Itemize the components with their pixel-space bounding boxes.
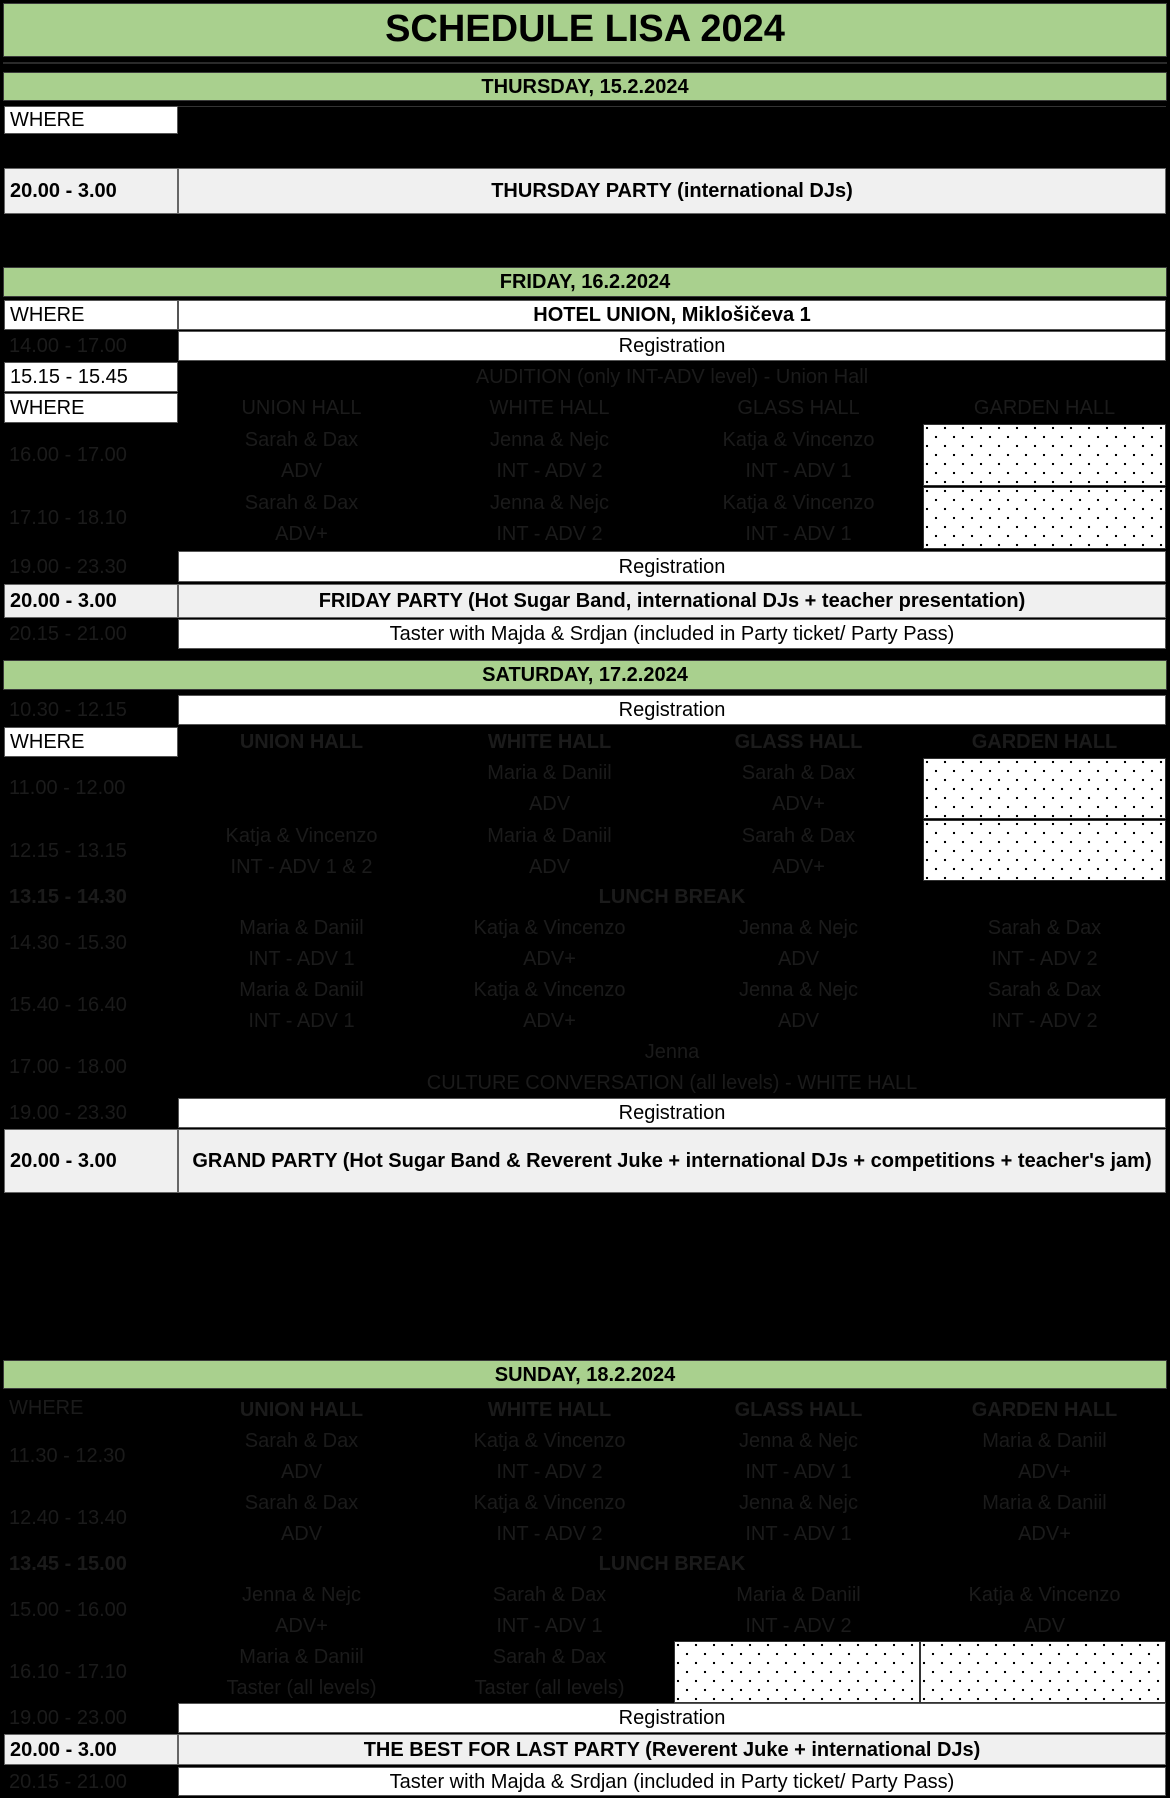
class-cell [674, 1579, 923, 1641]
empty-slot [923, 820, 1166, 881]
level: Taster (all levels) [474, 1676, 625, 1699]
time-cell: 10.30 - 12.15 [9, 699, 127, 721]
time-cell: 19.00 - 23.30 [9, 555, 127, 578]
class-cell [425, 424, 674, 486]
event: CULTURE CONVERSATION (all levels) - WHITE HALL [426, 1071, 918, 1094]
level: ADV+ [275, 1614, 328, 1637]
level: ADV [280, 1460, 323, 1483]
page-title: SCHEDULE LISA 2024 [3, 3, 1167, 57]
teacher: Jenna [644, 1040, 700, 1063]
level: INT - ADV 2 [745, 1614, 852, 1637]
teachers: Sarah & Dax [741, 761, 856, 784]
class-cell [178, 424, 425, 486]
class-cell [178, 487, 425, 549]
level: ADV [777, 1009, 820, 1032]
teachers: Katja & Vincenzo [722, 428, 875, 451]
where-label: WHERE [4, 393, 178, 423]
registration: Registration [178, 695, 1166, 725]
teachers: Sarah & Dax [987, 916, 1102, 939]
level: ADV [528, 855, 571, 878]
level: INT - ADV 1 [248, 1009, 355, 1032]
level: INT - ADV 2 [991, 1009, 1098, 1032]
level: INT - ADV 1 [745, 459, 852, 482]
lunch-break: LUNCH BREAK [598, 1553, 746, 1575]
time-cell: 20.00 - 3.00 [4, 584, 178, 618]
venue: HOTEL UNION, Miklošičeva 1 [178, 300, 1166, 330]
class-cell [178, 1641, 425, 1703]
class-cell [425, 1425, 674, 1487]
day-header-friday: FRIDAY, 16.2.2024 [3, 267, 1167, 297]
time-cell: 20.15 - 21.00 [9, 1770, 127, 1793]
teachers: Maria & Daniil [487, 824, 612, 847]
level: ADV+ [772, 792, 825, 815]
teachers: Jenna & Nejc [242, 1583, 361, 1606]
hall-header: GLASS HALL [734, 1399, 863, 1421]
level: ADV [777, 947, 820, 970]
class-cell [178, 974, 425, 1036]
teachers: Katja & Vincenzo [473, 916, 626, 939]
class-cell [674, 820, 923, 882]
class-cell [674, 974, 923, 1036]
teachers: Jenna & Nejc [739, 1429, 858, 1452]
registration: Registration [178, 1703, 1166, 1733]
teachers: Katja & Vincenzo [473, 1491, 626, 1514]
level: ADV+ [1018, 1460, 1071, 1483]
hall-header: GLASS HALL [734, 731, 863, 753]
class-cell [674, 424, 923, 486]
teachers: Katja & Vincenzo [968, 1583, 1121, 1606]
empty-slot [674, 1641, 920, 1703]
hall-header: UNION HALL [239, 731, 364, 753]
level: ADV [1023, 1614, 1066, 1637]
level: ADV+ [275, 522, 328, 545]
class-cell [674, 1487, 923, 1549]
empty-slot [923, 758, 1166, 819]
level: ADV+ [523, 947, 576, 970]
class-cell [178, 1579, 425, 1641]
hall-header: GARDEN HALL [971, 731, 1118, 753]
audition: AUDITION (only INT-ADV level) - Union Hall [475, 366, 869, 388]
teachers: Sarah & Dax [492, 1583, 607, 1606]
teachers: Maria & Daniil [982, 1429, 1107, 1452]
time-cell: 15.15 - 15.45 [4, 362, 178, 392]
class-cell [923, 1425, 1166, 1487]
teachers: Jenna & Nejc [739, 1491, 858, 1514]
time-cell: 19.00 - 23.30 [9, 1102, 127, 1124]
class-cell [425, 1487, 674, 1549]
taster: Taster with Majda & Srdjan (included in Party ticket/ Party Pass) [178, 619, 1166, 649]
registration: Registration [178, 1098, 1166, 1128]
class-cell [674, 1425, 923, 1487]
culture-conversation [178, 1036, 1166, 1098]
class-cell [923, 1487, 1166, 1549]
hall-header: GARDEN HALL [971, 1399, 1118, 1421]
lunch-break: LUNCH BREAK [598, 886, 746, 908]
level: INT - ADV 1 [745, 522, 852, 545]
day-header-thursday: THURSDAY, 15.2.2024 [3, 72, 1167, 101]
time-cell: 14.30 - 15.30 [9, 932, 127, 954]
teachers: Jenna & Nejc [490, 428, 609, 451]
hall-header: GLASS HALL [737, 397, 860, 419]
time-cell: 17.00 - 18.00 [9, 1056, 127, 1078]
hall-header: UNION HALL [241, 397, 362, 419]
level: INT - ADV 2 [496, 1460, 603, 1483]
teachers: Katja & Vincenzo [722, 491, 875, 514]
class-cell [923, 974, 1166, 1036]
teachers: Jenna & Nejc [739, 916, 858, 939]
teachers: Maria & Daniil [736, 1583, 861, 1606]
time-cell: 12.15 - 13.15 [9, 840, 127, 862]
friday-party: FRIDAY PARTY (Hot Sugar Band, international DJs + teacher presentation) [178, 584, 1166, 618]
class-cell [178, 1487, 425, 1549]
grand-party: GRAND PARTY (Hot Sugar Band & Reverent Juke + international DJs + competitions + teacher's jam) [178, 1129, 1166, 1193]
divider [178, 106, 1166, 107]
teachers: Sarah & Dax [492, 1645, 607, 1668]
taster: Taster with Majda & Srdjan (included in Party ticket/ Party Pass) [178, 1767, 1166, 1796]
class-cell [178, 820, 425, 882]
class-cell [425, 487, 674, 549]
class-cell [425, 1579, 674, 1641]
level: INT - ADV 2 [991, 947, 1098, 970]
time-cell: 15.40 - 16.40 [9, 994, 127, 1016]
level: INT - ADV 1 [745, 1460, 852, 1483]
empty-slot [923, 487, 1166, 549]
hall-header: GARDEN HALL [973, 397, 1116, 419]
time-cell: 20.00 - 3.00 [4, 1734, 178, 1765]
class-cell [923, 1579, 1166, 1641]
class-cell [425, 974, 674, 1036]
level: ADV+ [523, 1009, 576, 1032]
class-cell [674, 912, 923, 974]
teachers: Maria & Daniil [239, 916, 364, 939]
level: Taster (all levels) [226, 1676, 377, 1699]
level: INT - ADV 2 [496, 459, 603, 482]
teachers: Sarah & Dax [244, 1491, 359, 1514]
time-cell: 16.10 - 17.10 [9, 1661, 127, 1683]
hall-header: UNION HALL [239, 1399, 364, 1421]
class-cell [178, 912, 425, 974]
teachers: Sarah & Dax [244, 491, 359, 514]
where-label: WHERE [4, 300, 178, 330]
teachers: Maria & Daniil [487, 761, 612, 784]
thursday-party: THURSDAY PARTY (international DJs) [178, 168, 1166, 214]
class-cell [178, 1425, 425, 1487]
time-cell: 20.00 - 3.00 [4, 1129, 178, 1193]
level: INT - ADV 2 [496, 522, 603, 545]
class-cell [425, 1641, 674, 1703]
where-label: WHERE [4, 727, 178, 757]
teachers: Katja & Vincenzo [473, 978, 626, 1001]
time-cell: 13.45 - 15.00 [9, 1553, 127, 1575]
time-cell: 12.40 - 13.40 [9, 1507, 127, 1529]
day-header-saturday: SATURDAY, 17.2.2024 [3, 660, 1167, 690]
class-cell [674, 757, 923, 819]
class-cell [674, 487, 923, 549]
last-party: THE BEST FOR LAST PARTY (Reverent Juke + international DJs) [178, 1734, 1166, 1765]
time-cell: 16.00 - 17.00 [9, 444, 127, 466]
teachers: Sarah & Dax [244, 428, 359, 451]
empty-slot [923, 424, 1166, 486]
time-cell: 19.00 - 23.00 [9, 1707, 127, 1729]
registration: Registration [178, 551, 1166, 582]
level: INT - ADV 1 & 2 [230, 855, 373, 878]
time-cell: 20.00 - 3.00 [4, 168, 178, 214]
time-cell: 14.00 - 17.00 [9, 335, 127, 357]
teachers: Maria & Daniil [239, 978, 364, 1001]
teachers: Maria & Daniil [239, 1645, 364, 1668]
where-label: WHERE [4, 106, 178, 134]
time-cell: 11.30 - 12.30 [9, 1445, 126, 1467]
teachers: Sarah & Dax [987, 978, 1102, 1001]
level: INT - ADV 1 [496, 1614, 603, 1637]
level: ADV+ [1018, 1522, 1071, 1545]
class-cell [425, 757, 674, 819]
time-cell: 17.10 - 18.10 [9, 507, 127, 529]
level: ADV [280, 1522, 323, 1545]
level: ADV [280, 459, 323, 482]
teachers: Katja & Vincenzo [225, 824, 378, 847]
level: INT - ADV 1 [248, 947, 355, 970]
level: ADV+ [772, 855, 825, 878]
teachers: Sarah & Dax [244, 1429, 359, 1452]
class-cell [425, 820, 674, 882]
time-cell: 13.15 - 14.30 [9, 886, 127, 908]
class-cell [923, 912, 1166, 974]
teachers: Sarah & Dax [741, 824, 856, 847]
registration: Registration [178, 331, 1166, 361]
teachers: Jenna & Nejc [490, 491, 609, 514]
day-header-sunday: SUNDAY, 18.2.2024 [3, 1360, 1167, 1389]
hall-header: WHITE HALL [487, 731, 612, 753]
teachers: Maria & Daniil [982, 1491, 1107, 1514]
time-cell: 20.15 - 21.00 [9, 623, 127, 645]
divider [3, 62, 1167, 64]
time-cell: 11.00 - 12.00 [9, 777, 126, 799]
hall-header: WHITE HALL [487, 1399, 612, 1421]
teachers: Katja & Vincenzo [473, 1429, 626, 1452]
hall-header: WHITE HALL [489, 397, 610, 419]
level: ADV [528, 792, 571, 815]
time-cell: 15.00 - 16.00 [9, 1599, 127, 1621]
level: INT - ADV 2 [496, 1522, 603, 1545]
class-cell [425, 912, 674, 974]
empty-slot [920, 1641, 1166, 1703]
teachers: Jenna & Nejc [739, 978, 858, 1001]
level: INT - ADV 1 [745, 1522, 852, 1545]
where-label: WHERE [9, 1397, 84, 1419]
